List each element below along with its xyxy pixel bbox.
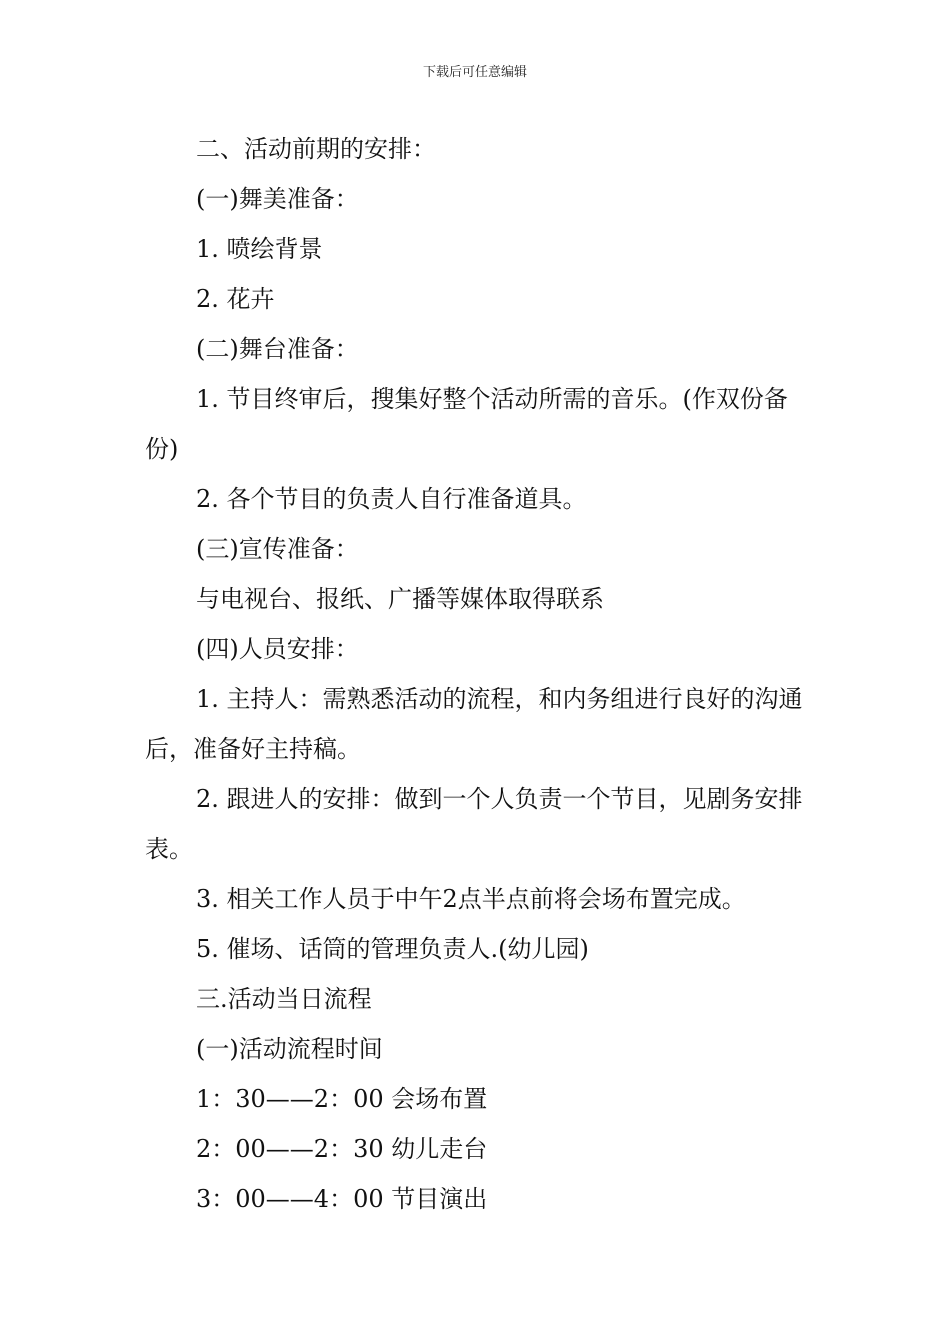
subsection-publicity: (三)宣传准备： [196, 535, 359, 563]
schedule-item: 2：00——2：30 幼儿走台 [196, 1135, 488, 1163]
list-item: 5. 催场、话筒的管理负责人.(幼儿园) [196, 935, 589, 963]
list-item: 1. 喷绘背景 [196, 235, 323, 263]
paragraph: 与电视台、报纸、广播等媒体取得联系 [196, 585, 604, 613]
section-heading-2: 二、活动前期的安排： [196, 135, 436, 163]
subsection-stage-art: (一)舞美准备： [196, 185, 359, 213]
list-item: 1. 主持人：需熟悉活动的流程，和内务组进行良好的沟通后，准备好主持稿。 [145, 685, 803, 763]
list-item: 3. 相关工作人员于中午2点半点前将会场布置完成。 [196, 885, 746, 913]
document-body [145, 124, 810, 1224]
schedule-item: 3：00——4：00 节目演出 [196, 1185, 488, 1213]
list-item: 2. 各个节目的负责人自行准备道具。 [196, 485, 587, 513]
subsection-stage-prep: (二)舞台准备： [196, 335, 359, 363]
list-item: 2. 跟进人的安排：做到一个人负责一个节目，见剧务安排表。 [145, 785, 803, 863]
list-item: 1. 节目终审后，搜集好整个活动所需的音乐。(作双份备份) [145, 385, 788, 463]
subsection-staffing: (四)人员安排： [196, 635, 359, 663]
section-heading-3: 三.活动当日流程 [196, 985, 372, 1013]
subsection-schedule: (一)活动流程时间 [196, 1035, 383, 1063]
page-header: 下载后可任意编辑 [422, 65, 527, 80]
list-item: 2. 花卉 [196, 285, 275, 313]
schedule-item: 1：30——2：00 会场布置 [196, 1085, 488, 1113]
